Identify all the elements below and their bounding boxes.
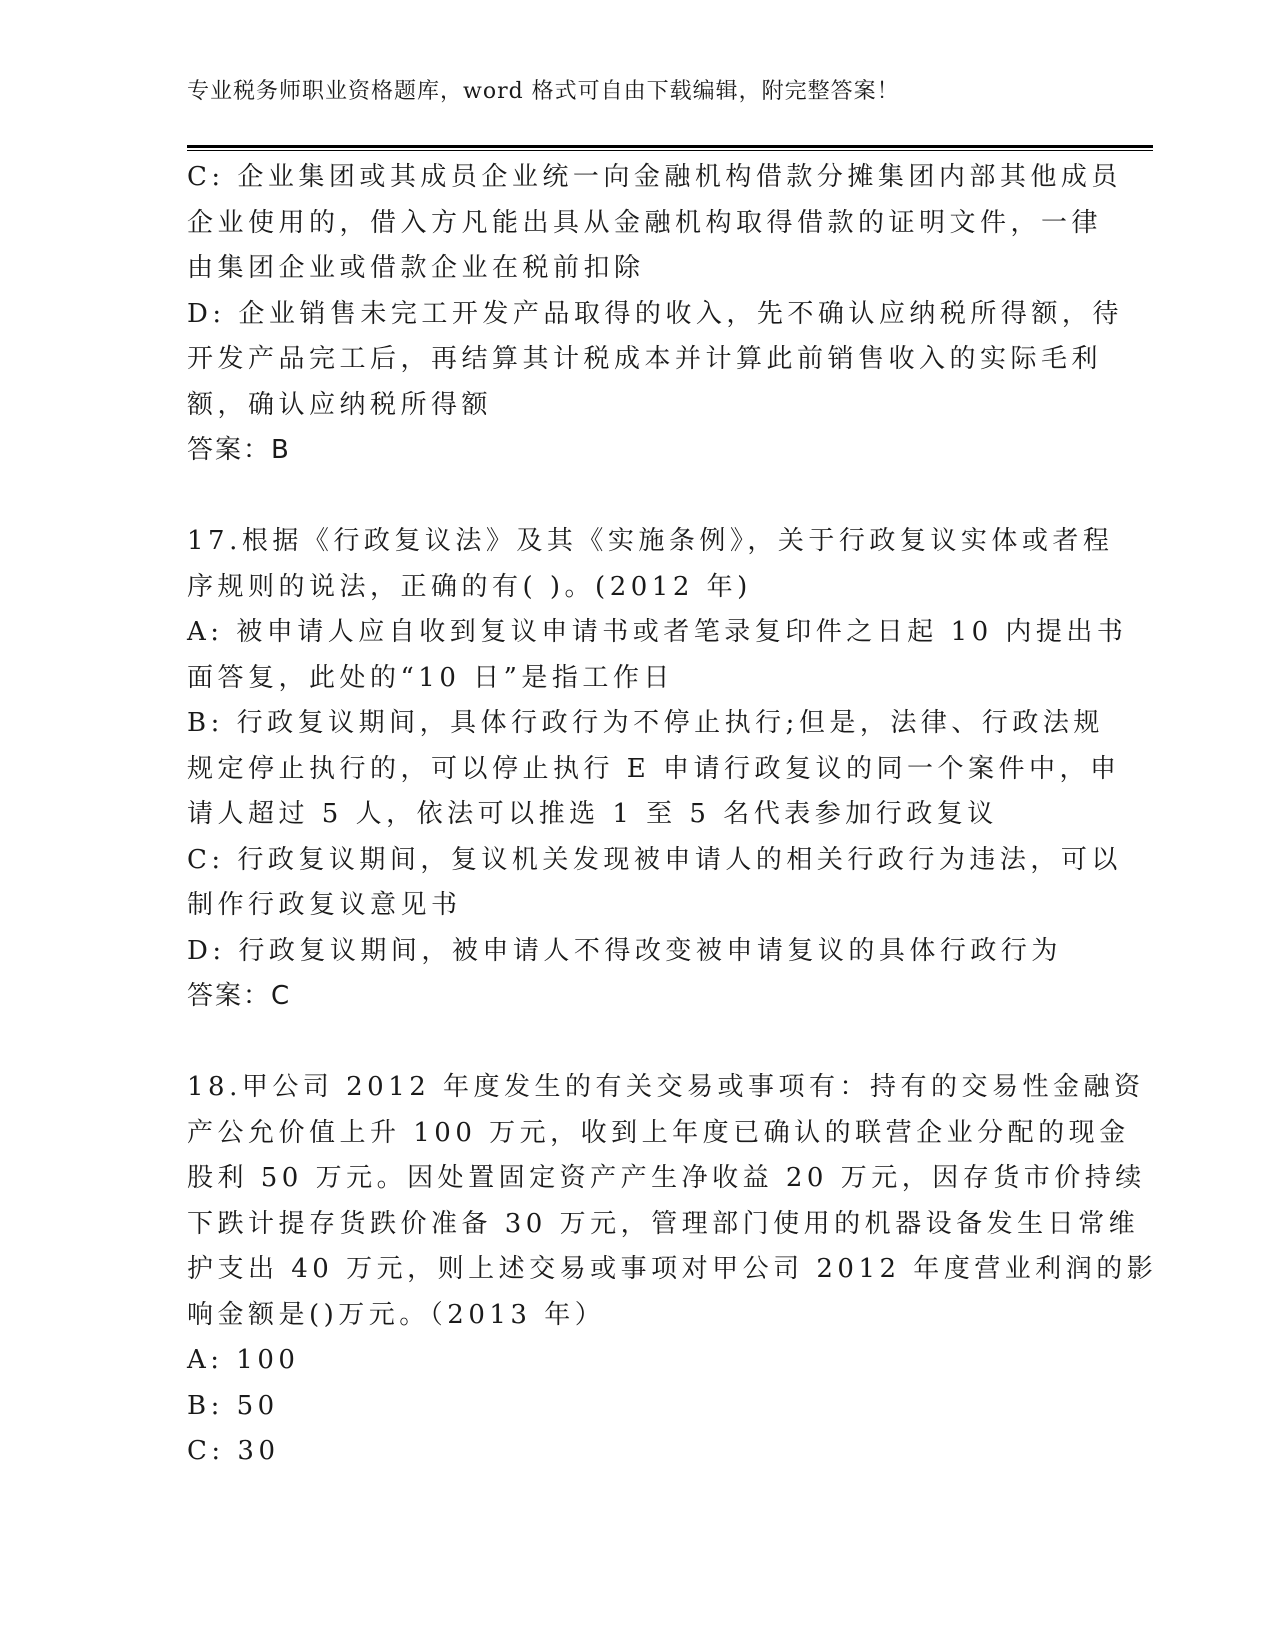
option-a xyxy=(187,610,1128,701)
option-c xyxy=(187,838,1122,929)
answer: 答案：C xyxy=(187,981,292,1011)
text-line: 序规则的说法，正确的有( )。(2012 年) xyxy=(187,571,752,602)
text-line: 由集团企业或借款企业在税前扣除 xyxy=(187,253,645,283)
question-stem xyxy=(187,1065,1158,1338)
text-line: 制作行政复议意见书 xyxy=(187,890,462,920)
option-d xyxy=(187,292,1123,429)
option-b: B: 50 xyxy=(187,1390,279,1421)
text-line: 响金额是()万元。（2013 年） xyxy=(187,1299,606,1330)
question-18 xyxy=(187,1065,1158,1475)
text-line: 产公允价值上升 100 万元，收到上年度已确认的联营企业分配的现金 xyxy=(187,1117,1130,1148)
text-line: 面答复，此处的“10 日”是指工作日 xyxy=(187,662,674,693)
option-c: C: 30 xyxy=(187,1436,280,1466)
text-line: C: 行政复议期间，复议机关发现被申请人的相关行政行为违法，可以 xyxy=(187,844,1122,875)
question-17 xyxy=(187,519,1128,1020)
text-line: C: 企业集团或其成员企业统一向金融机构借款分摊集团内部其他成员 xyxy=(187,162,1122,192)
text-line: D: 企业销售未完工开发产品取得的收入，先不确认应纳税所得额，待 xyxy=(187,298,1123,329)
document-body xyxy=(187,155,1158,1475)
text-line: 17.根据《行政复议法》及其《实施条例》，关于行政复议实体或者程 xyxy=(187,526,1114,556)
text-line: 请人超过 5 人，依法可以推选 1 至 5 名代表参加行政复议 xyxy=(187,799,998,829)
option-a: A: 100 xyxy=(187,1345,300,1375)
question-stem xyxy=(187,519,1114,610)
text-line: 护支出 40 万元，则上述交易或事项对甲公司 2012 年度营业利润的影 xyxy=(187,1254,1158,1284)
text-line: 开发产品完工后，再结算其计税成本并计算此前销售收入的实际毛利 xyxy=(187,344,1103,374)
page-header: 专业税务师职业资格题库，word 格式可自由下载编辑，附完整答案！ xyxy=(187,79,900,104)
text-line: 18.甲公司 2012 年度发生的有关交易或事项有：持有的交易性金融资 xyxy=(187,1072,1145,1102)
spacer xyxy=(187,474,1087,520)
text-line: 规定停止执行的，可以停止执行 E 申请行政复议的同一个案件中，申 xyxy=(187,753,1121,784)
option-d xyxy=(187,929,1087,975)
text-line: A: 被申请人应自收到复议申请书或者笔录复印件之日起 10 内提出书 xyxy=(187,617,1128,647)
prev-question xyxy=(187,155,1123,474)
header-divider xyxy=(187,145,1153,151)
text-line: 股利 50 万元。因处置固定资产产生净收益 20 万元，因存货市价持续 xyxy=(187,1163,1146,1193)
option-b xyxy=(187,701,1121,838)
answer: 答案：B xyxy=(187,435,291,465)
text-line: B: 行政复议期间，具体行政行为不停止执行;但是，法律、行政法规 xyxy=(187,708,1104,738)
text-line: 额，确认应纳税所得额 xyxy=(187,389,493,420)
spacer xyxy=(187,1020,1087,1066)
text-line: 下跌计提存货跌价准备 30 万元，管理部门使用的机器设备发生日常维 xyxy=(187,1208,1140,1239)
text-line: D: 行政复议期间，被申请人不得改变被申请复议的具体行政行为 xyxy=(187,935,1062,966)
text-line: 企业使用的，借入方凡能出具从金融机构取得借款的证明文件，一律 xyxy=(187,207,1103,238)
option-c xyxy=(187,155,1122,292)
